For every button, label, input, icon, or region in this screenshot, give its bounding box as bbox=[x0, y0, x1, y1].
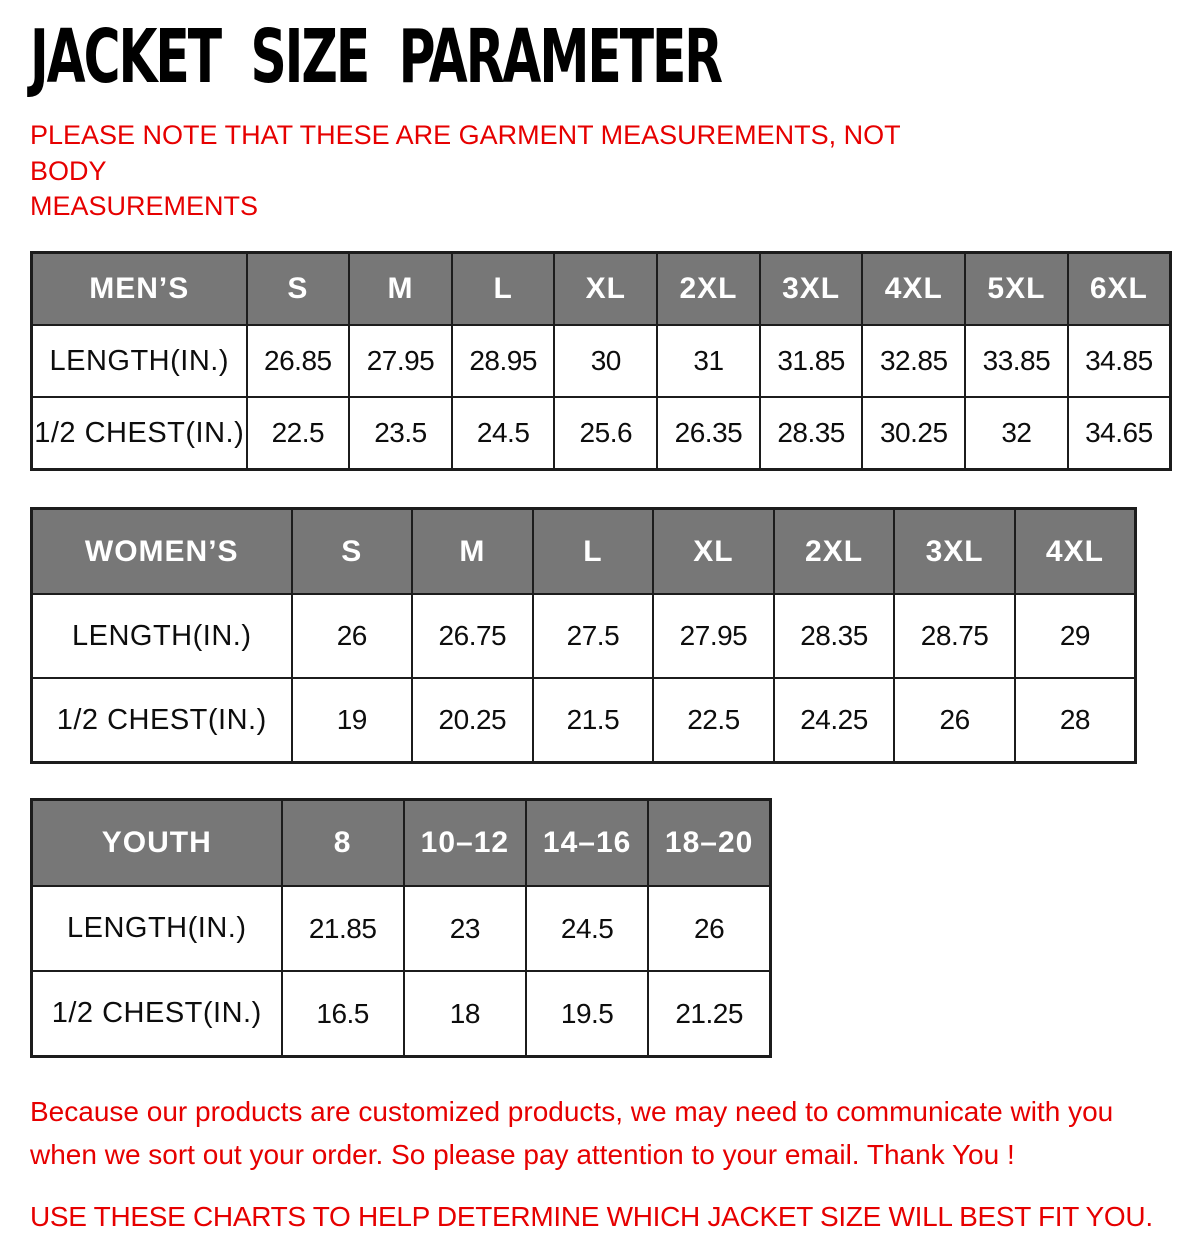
size-value-cell: 25.6 bbox=[554, 397, 657, 469]
size-value-cell: 19 bbox=[292, 678, 413, 762]
size-value-cell: 24.5 bbox=[526, 886, 648, 971]
size-header-cell: 5XL bbox=[965, 252, 1068, 325]
size-header-cell: L bbox=[452, 252, 555, 325]
size-value-cell: 26 bbox=[292, 594, 413, 678]
womens-length-row bbox=[32, 594, 1136, 678]
size-value-cell: 24.25 bbox=[774, 678, 895, 762]
row-label-cell: 1/2 CHEST(IN.) bbox=[32, 397, 247, 469]
size-header-cell: 4XL bbox=[862, 252, 965, 325]
size-value-cell: 26 bbox=[894, 678, 1015, 762]
size-value-cell: 16.5 bbox=[282, 971, 404, 1056]
size-header-cell: 2XL bbox=[774, 508, 895, 594]
size-value-cell: 27.95 bbox=[349, 325, 452, 397]
size-value-cell: 18 bbox=[404, 971, 526, 1056]
youth-header-row bbox=[32, 799, 771, 886]
row-label-cell: 1/2 CHEST(IN.) bbox=[32, 678, 292, 762]
size-value-cell: 26.75 bbox=[412, 594, 533, 678]
size-value-cell: 28.75 bbox=[894, 594, 1015, 678]
youth-size-table bbox=[30, 798, 772, 1058]
size-header-cell: XL bbox=[653, 508, 774, 594]
youth-table-title-cell: YOUTH bbox=[32, 799, 282, 886]
size-value-cell: 32 bbox=[965, 397, 1068, 469]
note-line: MEASUREMENTS bbox=[30, 191, 259, 222]
size-value-cell: 27.5 bbox=[533, 594, 654, 678]
size-value-cell: 32.85 bbox=[862, 325, 965, 397]
mens-table-title-cell: MEN’S bbox=[32, 252, 247, 325]
size-value-cell: 26.85 bbox=[247, 325, 350, 397]
chart-usage-note: USE THESE CHARTS TO HELP DETERMINE WHICH JACKET SIZE WILL BEST FIT YOU. bbox=[30, 1200, 1153, 1232]
mens-chest-row bbox=[32, 397, 1171, 469]
size-value-cell: 21.25 bbox=[648, 971, 770, 1056]
row-label-cell: LENGTH(IN.) bbox=[32, 886, 282, 971]
womens-header-row bbox=[32, 508, 1136, 594]
size-value-cell: 34.65 bbox=[1068, 397, 1171, 469]
size-value-cell: 28.35 bbox=[760, 397, 863, 469]
size-header-cell: 14–16 bbox=[526, 799, 648, 886]
size-header-cell: 3XL bbox=[894, 508, 1015, 594]
size-value-cell: 29 bbox=[1015, 594, 1136, 678]
womens-size-table bbox=[30, 507, 1137, 764]
size-value-cell: 19.5 bbox=[526, 971, 648, 1056]
size-value-cell: 31.85 bbox=[760, 325, 863, 397]
customization-notice bbox=[30, 1090, 1175, 1177]
size-header-cell: 18–20 bbox=[648, 799, 770, 886]
size-header-cell: 8 bbox=[282, 799, 404, 886]
size-header-cell: 4XL bbox=[1015, 508, 1136, 594]
size-value-cell: 28.95 bbox=[452, 325, 555, 397]
mens-size-table bbox=[30, 251, 1172, 471]
size-value-cell: 30.25 bbox=[862, 397, 965, 469]
size-header-cell: 6XL bbox=[1068, 252, 1171, 325]
size-value-cell: 23.5 bbox=[349, 397, 452, 469]
womens-table-title-cell: WOMEN’S bbox=[32, 508, 292, 594]
size-value-cell: 26.35 bbox=[657, 397, 760, 469]
size-value-cell: 27.95 bbox=[653, 594, 774, 678]
notice-line: Because our products are customized products, we may need to communicate with you bbox=[30, 1095, 1114, 1127]
size-value-cell: 28 bbox=[1015, 678, 1136, 762]
size-header-cell: M bbox=[349, 252, 452, 325]
size-value-cell: 22.5 bbox=[653, 678, 774, 762]
notice-line: when we sort out your order. So please pay attention to your email. Thank You ! bbox=[30, 1139, 1015, 1171]
size-header-cell: 2XL bbox=[657, 252, 760, 325]
youth-chest-row bbox=[32, 971, 771, 1056]
size-value-cell: 30 bbox=[554, 325, 657, 397]
size-value-cell: 26 bbox=[648, 886, 770, 971]
garment-measurement-note bbox=[30, 118, 950, 225]
title-block bbox=[0, 0, 1200, 102]
youth-length-row bbox=[32, 886, 771, 971]
size-value-cell: 33.85 bbox=[965, 325, 1068, 397]
size-value-cell: 34.85 bbox=[1068, 325, 1171, 397]
size-value-cell: 24.5 bbox=[452, 397, 555, 469]
size-value-cell: 22.5 bbox=[247, 397, 350, 469]
size-value-cell: 31 bbox=[657, 325, 760, 397]
row-label-cell: LENGTH(IN.) bbox=[32, 594, 292, 678]
note-line: PLEASE NOTE THAT THESE ARE GARMENT MEASUREMENTS, NOT BODY bbox=[30, 120, 901, 186]
size-header-cell: 3XL bbox=[760, 252, 863, 325]
mens-header-row bbox=[32, 252, 1171, 325]
mens-length-row bbox=[32, 325, 1171, 397]
size-value-cell: 21.5 bbox=[533, 678, 654, 762]
row-label-cell: 1/2 CHEST(IN.) bbox=[32, 971, 282, 1056]
size-header-cell: L bbox=[533, 508, 654, 594]
size-value-cell: 21.85 bbox=[282, 886, 404, 971]
size-value-cell: 28.35 bbox=[774, 594, 895, 678]
size-header-cell: M bbox=[412, 508, 533, 594]
row-label-cell: LENGTH(IN.) bbox=[32, 325, 247, 397]
size-header-cell: S bbox=[292, 508, 413, 594]
size-header-cell: 10–12 bbox=[404, 799, 526, 886]
size-header-cell: XL bbox=[554, 252, 657, 325]
size-header-cell: S bbox=[247, 252, 350, 325]
size-value-cell: 23 bbox=[404, 886, 526, 971]
page-title: JACKET SIZE PARAMETER bbox=[30, 14, 722, 100]
size-value-cell: 20.25 bbox=[412, 678, 533, 762]
womens-chest-row bbox=[32, 678, 1136, 762]
